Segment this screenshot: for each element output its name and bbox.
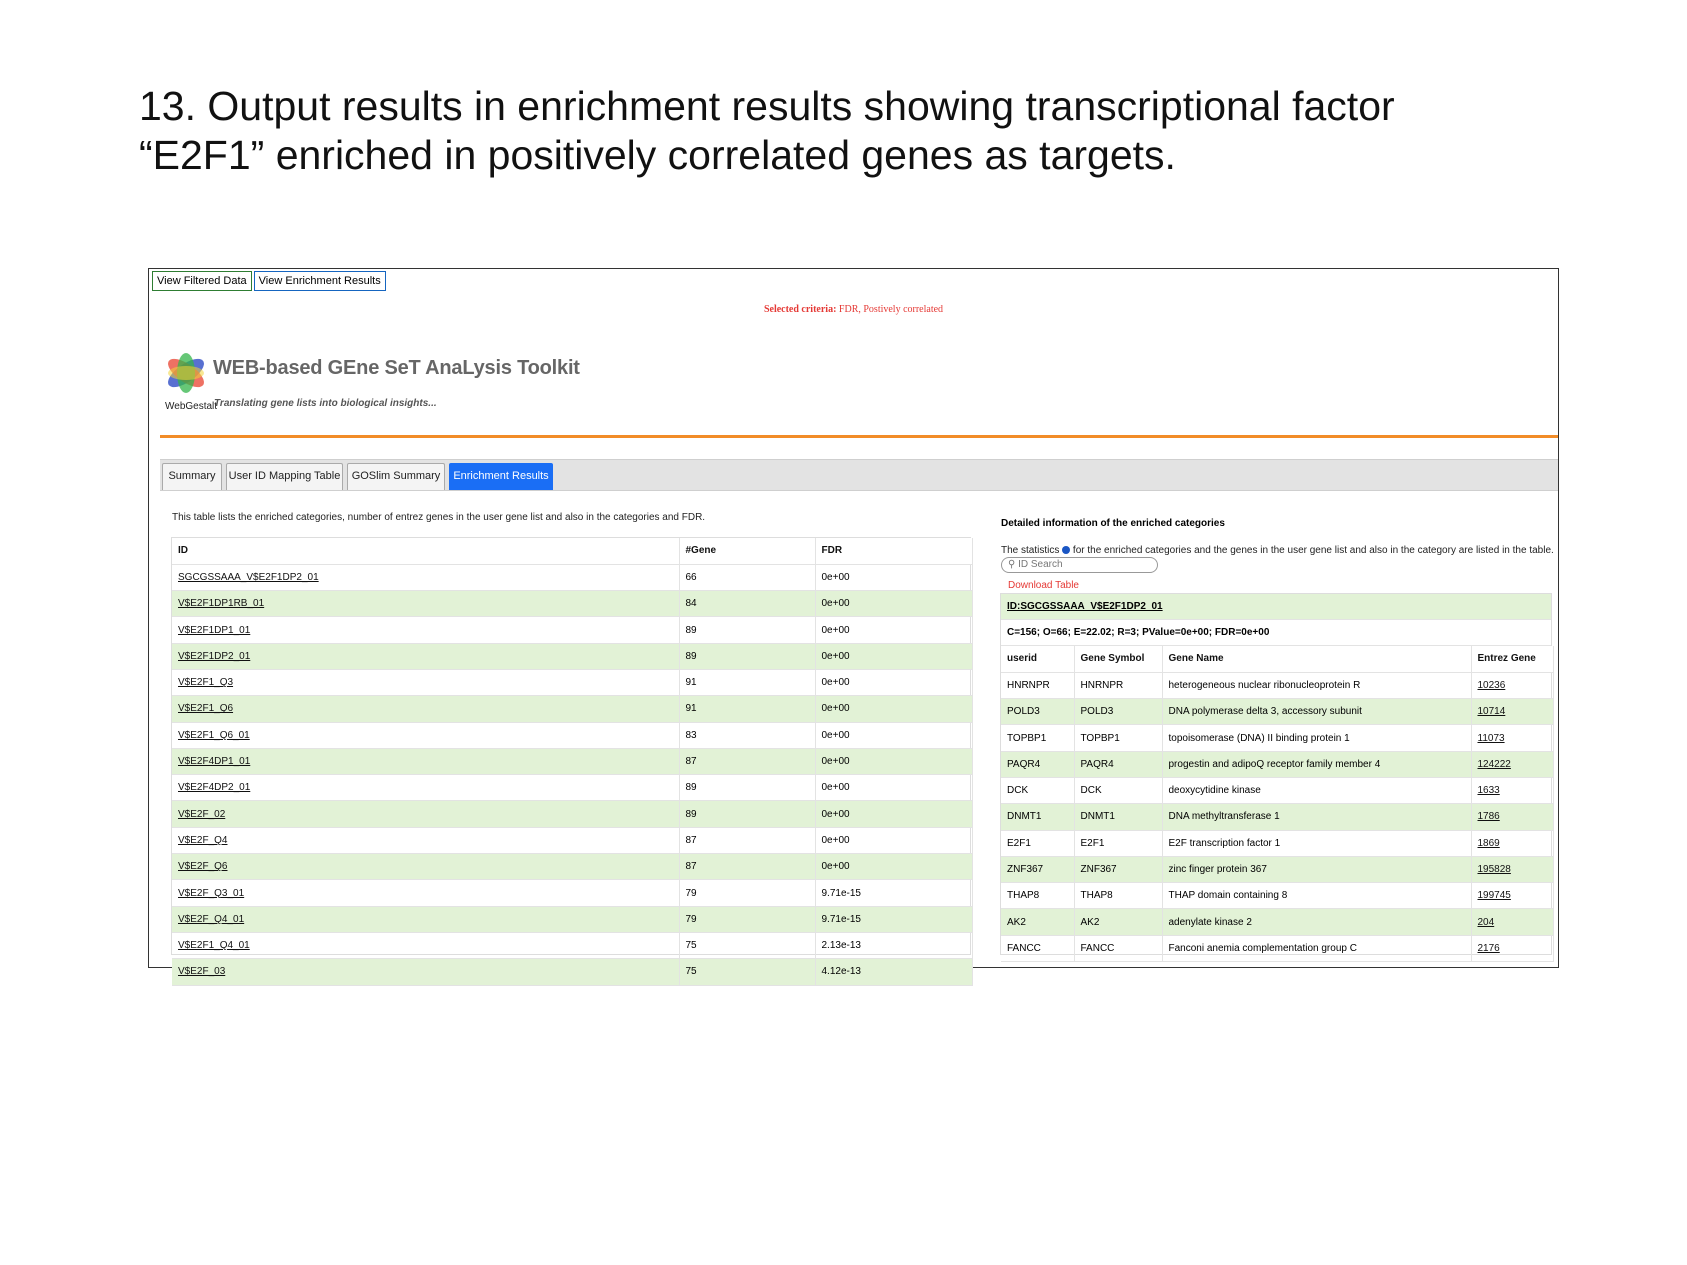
- category-id-link[interactable]: V$E2F_Q6: [172, 854, 679, 880]
- entrez-gene-link[interactable]: 199745: [1471, 883, 1553, 909]
- logo-tagline: Translating gene lists into biological insights...: [214, 398, 437, 409]
- detail-description-start: The statistics: [1001, 545, 1063, 556]
- fdr-cell: 0e+00: [815, 722, 972, 748]
- gene-symbol-cell: ZNF367: [1074, 856, 1162, 882]
- download-table-link[interactable]: Download Table: [1008, 580, 1079, 591]
- table-row[interactable]: [1001, 751, 1553, 777]
- category-statistics: C=156; O=66; E=22.02; R=3; PValue=0e+00; FDR=0e+00: [1001, 620, 1551, 646]
- fdr-cell: 9.71e-15: [815, 880, 972, 906]
- gene-name-cell: topoisomerase (DNA) II binding protein 1: [1162, 725, 1471, 751]
- tab-user-id-mapping-table[interactable]: User ID Mapping Table: [226, 463, 343, 490]
- gene-count-cell: 91: [679, 696, 815, 722]
- category-id-link[interactable]: V$E2F1_Q3: [172, 669, 679, 695]
- gene-name-cell: progestin and adipoQ receptor family member 4: [1162, 751, 1471, 777]
- webgestalt-logo-icon: [163, 351, 209, 395]
- column-header-id[interactable]: ID: [172, 538, 679, 564]
- gene-symbol-cell: POLD3: [1074, 699, 1162, 725]
- table-row[interactable]: [1001, 935, 1553, 961]
- column-header-gene-name[interactable]: Gene Name: [1162, 646, 1471, 672]
- gene-symbol-cell: TOPBP1: [1074, 725, 1162, 751]
- category-id-link[interactable]: SGCGSSAAA_V$E2F1DP2_01: [172, 564, 679, 590]
- userid-cell: DCK: [1001, 777, 1074, 803]
- gene-symbol-cell: AK2: [1074, 909, 1162, 935]
- table-row[interactable]: [1001, 909, 1553, 935]
- view-buttons: [152, 271, 386, 291]
- gene-symbol-cell: E2F1: [1074, 830, 1162, 856]
- gene-count-cell: 91: [679, 669, 815, 695]
- userid-cell: ZNF367: [1001, 856, 1074, 882]
- gene-symbol-cell: THAP8: [1074, 883, 1162, 909]
- table-row[interactable]: [172, 669, 972, 695]
- fdr-cell: 0e+00: [815, 827, 972, 853]
- entrez-gene-link[interactable]: 10714: [1471, 699, 1553, 725]
- gene-symbol-cell: PAQR4: [1074, 751, 1162, 777]
- userid-cell: PAQR4: [1001, 751, 1074, 777]
- table-row[interactable]: [1001, 777, 1553, 803]
- table-row[interactable]: [172, 827, 972, 853]
- fdr-cell: 2.13e-13: [815, 932, 972, 958]
- fdr-cell: 0e+00: [815, 775, 972, 801]
- category-detail-panel: [1000, 593, 1552, 955]
- gene-name-cell: heterogeneous nuclear ribonucleoprotein R: [1162, 672, 1471, 698]
- table-row[interactable]: [1001, 699, 1553, 725]
- gene-count-cell: 89: [679, 617, 815, 643]
- category-id-link[interactable]: V$E2F4DP1_01: [172, 748, 679, 774]
- logo-caption: WebGestalt: [165, 401, 218, 412]
- gene-name-cell: DNA methyltransferase 1: [1162, 804, 1471, 830]
- table-row[interactable]: [1001, 725, 1553, 751]
- gene-name-cell: Fanconi anemia complementation group C: [1162, 935, 1471, 961]
- userid-cell: E2F1: [1001, 830, 1074, 856]
- gene-count-cell: 87: [679, 854, 815, 880]
- fdr-cell: 0e+00: [815, 801, 972, 827]
- table-header-row: [172, 538, 972, 564]
- table-row[interactable]: [172, 617, 972, 643]
- fdr-cell: 0e+00: [815, 617, 972, 643]
- gene-count-cell: 89: [679, 801, 815, 827]
- entrez-gene-link[interactable]: 11073: [1471, 725, 1553, 751]
- gene-symbol-cell: DNMT1: [1074, 804, 1162, 830]
- fdr-cell: 0e+00: [815, 854, 972, 880]
- gene-name-cell: THAP domain containing 8: [1162, 883, 1471, 909]
- column-header-gene-count[interactable]: #Gene: [679, 538, 815, 564]
- column-header-userid[interactable]: userid: [1001, 646, 1074, 672]
- gene-count-cell: 66: [679, 564, 815, 590]
- gene-count-cell: 87: [679, 748, 815, 774]
- gene-table-header-row: [1001, 646, 1553, 672]
- table-row[interactable]: [172, 748, 972, 774]
- fdr-cell: 0e+00: [815, 564, 972, 590]
- table-row[interactable]: [1001, 856, 1553, 882]
- gene-count-cell: 75: [679, 959, 815, 985]
- userid-cell: FANCC: [1001, 935, 1074, 961]
- gene-count-cell: 79: [679, 906, 815, 932]
- tab-enrichment-results[interactable]: Enrichment Results: [449, 463, 553, 490]
- entrez-gene-link[interactable]: 1869: [1471, 830, 1553, 856]
- category-id-link[interactable]: V$E2F1DP2_01: [172, 643, 679, 669]
- userid-cell: THAP8: [1001, 883, 1074, 909]
- gene-name-cell: deoxycytidine kinase: [1162, 777, 1471, 803]
- column-header-gene-symbol[interactable]: Gene Symbol: [1074, 646, 1162, 672]
- entrez-gene-link[interactable]: 124222: [1471, 751, 1553, 777]
- view-enrichment-results-button[interactable]: View Enrichment Results: [254, 271, 386, 291]
- webgestalt-screenshot: [148, 268, 1559, 978]
- category-id-link[interactable]: V$E2F1_Q6: [172, 696, 679, 722]
- slide-title-line-1: 13. Output results in enrichment results showing transcriptional factor: [139, 83, 1395, 129]
- table-row[interactable]: [1001, 672, 1553, 698]
- slide-title: [139, 82, 1579, 180]
- enriched-categories-table: [171, 537, 971, 978]
- tab-summary[interactable]: Summary: [162, 463, 222, 490]
- tab-goslim-summary[interactable]: GOSlim Summary: [347, 463, 445, 490]
- slide-title-line-2: “E2F1” enriched in positively correlated genes as targets.: [139, 132, 1176, 178]
- detail-title: Detailed information of the enriched categories: [1001, 518, 1225, 529]
- logo-title: WEB-based GEne SeT AnaLysis Toolkit: [213, 357, 580, 379]
- table-row[interactable]: [172, 722, 972, 748]
- category-id-link[interactable]: V$E2F_Q4: [172, 827, 679, 853]
- id-search-placeholder: ID Search: [1018, 559, 1063, 570]
- table-row[interactable]: [172, 643, 972, 669]
- table-row[interactable]: [172, 775, 972, 801]
- fdr-cell: 0e+00: [815, 696, 972, 722]
- fdr-cell: 0e+00: [815, 643, 972, 669]
- gene-symbol-cell: FANCC: [1074, 935, 1162, 961]
- gene-count-cell: 83: [679, 722, 815, 748]
- userid-cell: POLD3: [1001, 699, 1074, 725]
- gene-symbol-cell: DCK: [1074, 777, 1162, 803]
- category-id-link[interactable]: V$E2F1_Q4_01: [172, 932, 679, 958]
- id-search-input[interactable]: ⚲ ID Search: [1001, 557, 1158, 573]
- selected-criteria: [149, 304, 1558, 315]
- view-filtered-data-button[interactable]: View Filtered Data: [152, 271, 252, 291]
- category-id-link[interactable]: V$E2F1DP1_01: [172, 617, 679, 643]
- table-row[interactable]: [172, 564, 972, 590]
- entrez-gene-link[interactable]: 2176: [1471, 935, 1553, 961]
- result-tabs: [160, 459, 1558, 491]
- category-id-link[interactable]: V$E2F1_Q6_01: [172, 722, 679, 748]
- gene-count-cell: 84: [679, 591, 815, 617]
- userid-cell: AK2: [1001, 909, 1074, 935]
- category-id-link[interactable]: V$E2F_03: [172, 959, 679, 985]
- category-id-link[interactable]: V$E2F_Q4_01: [172, 906, 679, 932]
- table-row[interactable]: [172, 880, 972, 906]
- gene-name-cell: E2F transcription factor 1: [1162, 830, 1471, 856]
- entrez-gene-link[interactable]: 195828: [1471, 856, 1553, 882]
- category-id-link[interactable]: V$E2F1DP1RB_01: [172, 591, 679, 617]
- entrez-gene-link[interactable]: 10236: [1471, 672, 1553, 698]
- table-row[interactable]: [172, 801, 972, 827]
- gene-count-cell: 79: [679, 880, 815, 906]
- entrez-gene-link[interactable]: 1786: [1471, 804, 1553, 830]
- table-row[interactable]: [1001, 804, 1553, 830]
- userid-cell: HNRNPR: [1001, 672, 1074, 698]
- gene-name-cell: zinc finger protein 367: [1162, 856, 1471, 882]
- fdr-cell: 9.71e-15: [815, 906, 972, 932]
- table-row[interactable]: [172, 854, 972, 880]
- table-row[interactable]: [172, 932, 972, 958]
- table-row[interactable]: [172, 696, 972, 722]
- info-icon[interactable]: [1062, 546, 1070, 554]
- userid-cell: TOPBP1: [1001, 725, 1074, 751]
- gene-count-cell: 89: [679, 775, 815, 801]
- detail-description-end: for the enriched categories and the genes in the user gene list and also in the category are listed in the table.: [1070, 545, 1554, 556]
- detail-description: [1001, 545, 1554, 556]
- gene-count-cell: 89: [679, 643, 815, 669]
- column-header-entrez-gene[interactable]: Entrez Gene: [1471, 646, 1553, 672]
- table-row[interactable]: [1001, 883, 1553, 909]
- table-row[interactable]: [172, 906, 972, 932]
- category-id-link[interactable]: V$E2F_Q3_01: [172, 880, 679, 906]
- entrez-gene-link[interactable]: 204: [1471, 909, 1553, 935]
- gene-count-cell: 87: [679, 827, 815, 853]
- gene-count-cell: 75: [679, 932, 815, 958]
- category-id-link[interactable]: V$E2F4DP2_01: [172, 775, 679, 801]
- column-header-fdr[interactable]: FDR: [815, 538, 972, 564]
- fdr-cell: 0e+00: [815, 591, 972, 617]
- table-row[interactable]: [172, 591, 972, 617]
- fdr-cell: 4.12e-13: [815, 959, 972, 985]
- left-table-description: This table lists the enriched categories, number of entrez genes in the user gene list and also in the categories and FDR.: [172, 512, 706, 523]
- selected-category-id[interactable]: ID:SGCGSSAAA_V$E2F1DP2_01: [1001, 594, 1551, 620]
- fdr-cell: 0e+00: [815, 669, 972, 695]
- userid-cell: DNMT1: [1001, 804, 1074, 830]
- table-row[interactable]: [1001, 830, 1553, 856]
- gene-name-cell: adenylate kinase 2: [1162, 909, 1471, 935]
- header-divider: [160, 435, 1558, 438]
- entrez-gene-link[interactable]: 1633: [1471, 777, 1553, 803]
- criteria-label: Selected criteria:: [763, 304, 837, 315]
- gene-name-cell: DNA polymerase delta 3, accessory subunit: [1162, 699, 1471, 725]
- category-id-link[interactable]: V$E2F_02: [172, 801, 679, 827]
- fdr-cell: 0e+00: [815, 748, 972, 774]
- table-row[interactable]: [172, 959, 972, 985]
- criteria-value: FDR, Postively correlated: [836, 304, 944, 315]
- gene-symbol-cell: HNRNPR: [1074, 672, 1162, 698]
